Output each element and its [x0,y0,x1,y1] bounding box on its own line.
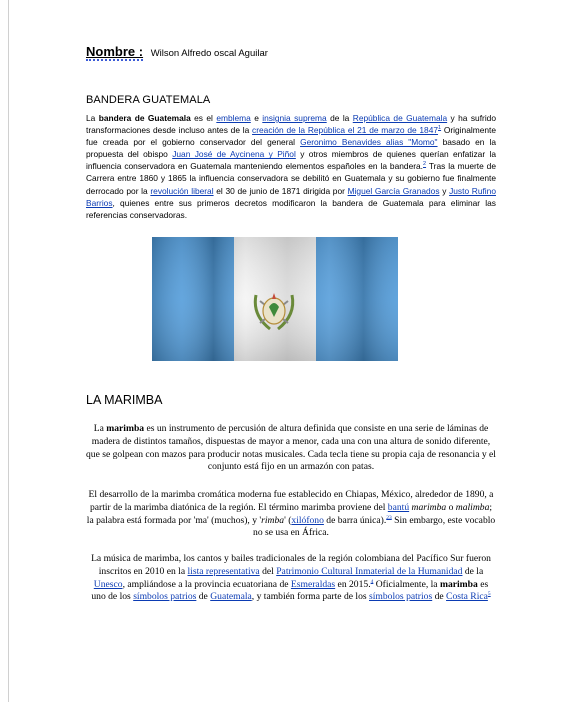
text: en 2015. [335,578,371,590]
link-miguel-garcia-granados[interactable]: Miguel García Granados [347,185,440,196]
link-esmeraldas[interactable]: Esmeraldas [290,578,336,590]
text: , quienes entre sus primeros decretos modificaron la bandera de Guatemala para eliminar las referencias conservadoras. [86,197,496,220]
text: Originalmente fue creada por el gobierno conservador del general [86,125,496,148]
text: ; la palabra está formada por 'ma' (muchos), y ' [86,501,493,526]
text: , ampliándose a la provincia ecuatoriana de [122,578,291,590]
flag-paragraph [86,112,496,221]
link-bantu[interactable]: bantú [387,501,410,513]
bold-text: bandera de Guatemala [98,113,191,123]
page-margin-line [8,0,9,702]
link-justo-rufino-barrios[interactable]: Justo Rufino Barrios [86,185,496,208]
marimba-paragraph-1 [86,423,496,474]
link-revolucion-liberal[interactable]: revolución liberal [150,185,214,196]
flag-section-heading: BANDERA GUATEMALA [86,94,211,106]
link-republica-guatemala[interactable]: República de Guatemala [352,113,448,123]
text: es un instrumento de percusión de altura definida que consiste en una serie de láminas de madera de distintos tamaños, dispuestas de mayor a menor, cada una con una altura de sonido diferente, que se golpean con mazos para producir notas musicales. Cada tecla tiene su propia caja de resonancia y el conjunto está fijo en un armazón con patas. [86,423,496,473]
text: del [259,565,277,577]
text: El desarrollo de la marimba cromática moderna fue establecido en Chiapas, México, alrededor de 1890, a partir de la marimba diatónica de la región. El término marimba proviene del [88,489,494,513]
link-geronimo-benavides[interactable]: Geronimo Benavides alias "Momo" [300,137,438,148]
text: es uno de los [91,578,489,603]
link-patrimonio-cultural[interactable]: Patrimonio Cultural Inmaterial de la Humanidad [276,565,463,577]
text: y ha sufrido transformaciones desde incluso antes de la [86,113,496,136]
marimba-section-heading: LA MARIMBA [86,393,163,407]
link-unesco[interactable]: Unesco [93,578,123,590]
footnote-ref[interactable]: 2 [423,161,427,168]
flag-svg [152,237,398,361]
name-line [86,44,268,59]
bold-text: marimba [439,578,478,590]
link-simbolos-patrios-2[interactable]: símbolos patrios [369,591,433,603]
footnote-ref[interactable]: 5 [487,591,491,598]
link-insignia-suprema[interactable]: insignia suprema [262,113,327,123]
text: y [439,185,450,196]
text: o [446,501,456,513]
text: el 30 de junio de 1871 dirigida por [213,185,348,196]
link-lista-representativa[interactable]: lista representativa [187,565,260,577]
link-creacion-republica[interactable]: creación de la República el 21 de marzo de 1847 [252,125,439,136]
text: Sin embargo, este vocablo no se usa en África. [253,514,496,539]
text: e [250,113,263,123]
text: y otros miembros de quienes querían enfatizar la influencia conservadora en Guatemala manteniendo elementos españoles en la bandera. [86,149,497,172]
link-costa-rica[interactable]: Costa Rica [446,591,488,603]
link-guatemala[interactable]: Guatemala [210,591,252,603]
text: Oficialmente, la [373,578,440,590]
bold-text: marimba [106,423,145,434]
text: basado en la propuesta del obispo [86,137,496,160]
text: de [432,591,447,603]
name-value: Wilson Alfredo oscal Aguilar [150,48,268,59]
text: , y también forma parte de los [251,591,370,603]
guatemala-flag-image [152,237,398,361]
text: La música de marimba, los cantos y bailes tradicionales de la región colombiana del Pacífico Sur fueron inscritos en 2010 en la [91,553,491,577]
text: La [93,423,107,434]
text: ' ( [284,514,292,526]
marimba-paragraph-3 [86,553,496,604]
text: de [196,591,211,603]
link-juan-jose-aycinena[interactable]: Juan José de Aycinena y Piñol [172,149,296,160]
footnote-ref[interactable]: 4 [370,578,374,585]
text: de la [326,113,353,123]
italic-text: malimba [455,501,490,513]
link-xilofono[interactable]: xilófono [291,514,324,526]
name-label: Nombre : [86,44,144,59]
text: Tras la muerte de Carrera entre 1860 y 1865 la influencia conservadora se debilitó en Guatemala y su gobierno fue finalmente derrocado por la [86,161,496,196]
text: de la [462,565,484,577]
marimba-paragraph-2 [86,489,496,540]
text: de barra única). [323,514,387,526]
text: es el [190,113,217,123]
italic-text: marimba [411,501,447,513]
footnote-ref[interactable]: 23 [386,514,392,521]
link-simbolos-patrios[interactable]: símbolos patrios [133,591,197,603]
text: La [86,113,99,123]
link-emblema[interactable]: emblema [216,113,251,123]
footnote-ref[interactable]: 1 [438,125,442,132]
italic-text: rimba [261,514,285,526]
